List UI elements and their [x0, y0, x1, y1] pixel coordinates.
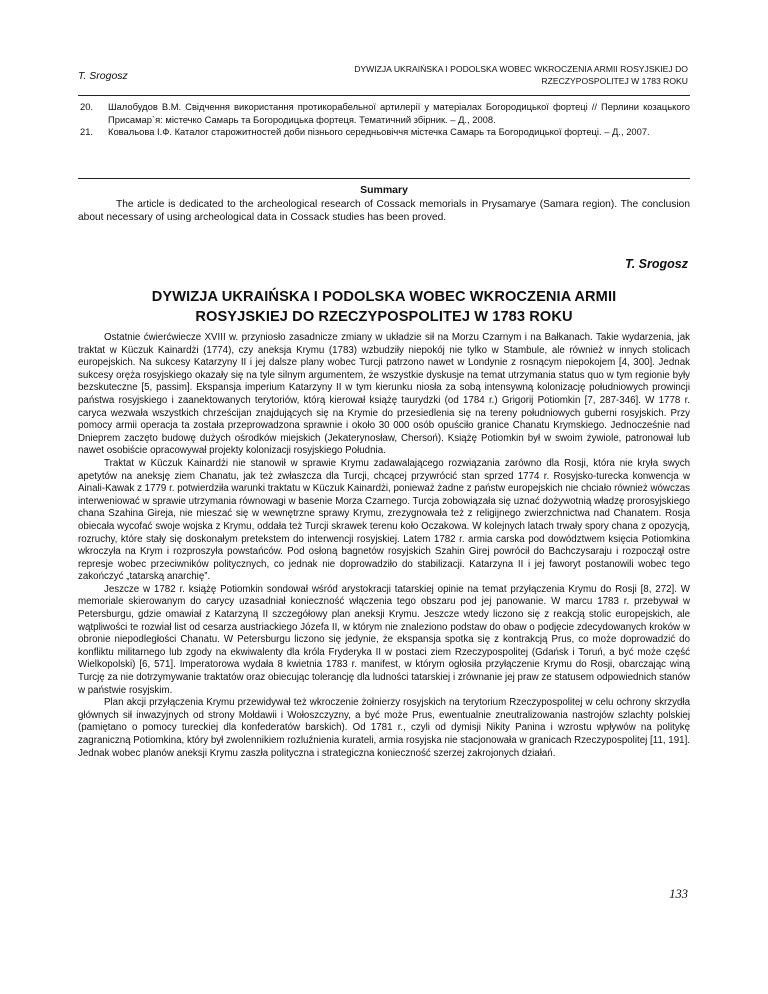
reference-text: Ковальова І.Ф. Каталог старожитностей доби пізнього середньовіччя містечка Самарь та Богородицької фортеці. – Д., 2007.: [108, 126, 650, 137]
summary-rule: [78, 178, 690, 179]
article-title: [78, 287, 690, 327]
article-author: T. Srogosz: [625, 257, 688, 271]
article-title-line2: ROSYJSKIEJ DO RZECZYPOSPOLITEJ W 1783 ROKU: [195, 309, 573, 325]
summary-heading: Summary: [360, 184, 408, 196]
running-head-title-line1: DYWIZJA UKRAIŃSKA I PODOLSKA WOBEC WKROCZENIA ARMII ROSYJSKIEJ DO: [354, 64, 688, 74]
article-body: [78, 332, 690, 760]
running-head: [78, 60, 688, 94]
reference-text: Шалобудов В.М. Свідчення використання протикорабельної артилерії у матеріалах Богородицької фортеці // Перлини козацького Присамар`я: містечко Самарь та Богородицька фортеця. Тематичний збірник. – Д., 2008.: [108, 101, 690, 125]
summary-text: The article is dedicated to the archeological research of Cossack memorials in Prysamarye (Samara region). The conclusion about necessary of using archeological data in Cossack studies has been proved.: [78, 199, 690, 223]
reference-list: [78, 101, 690, 139]
article-title-line1: DYWIZJA UKRAIŃSKA I PODOLSKA WOBEC WKROCZENIA ARMII: [151, 289, 617, 305]
running-head-title-line2: RZECZYPOSPOLITEJ W 1783 ROKU: [541, 76, 688, 86]
reference-number: 20.: [80, 101, 94, 112]
reference-item: [78, 101, 690, 126]
running-head-author: T. Srogosz: [78, 70, 128, 82]
reference-item: [78, 126, 690, 139]
body-paragraph: Ostatnie ćwierćwiecze XVIII w. przyniosło zasadnicze zmiany w układzie sił na Morzu Czarnym i na Bałkanach. Takie wydarzenia, jak traktat w Küczuk Kainardżi (1774), czy aneksja Krymu (1783) wzbudziły niepokój nie tylko w Stambule, ale również w innych stolicach europejskich. Na sukcesy Katarzyny II i jej dalsze plany wobec Turcji patrzono nawet w Londynie z rosnącym niepokojem [4, 300]. Jednak sukcesy oręża rosyjskiego okazały się na tyle silnym argumentem, że wszystkie dyskusje na temat utrzymania status quo w tym regionie były bezskuteczne [5, passim]. Ekspansja imperium Katarzyny II w tym kierunku niosła za sobą intensywną kolonizację południowych prowincji państwa rosyjskiego i zaanektowanych terytoriów, którą kierował książę taurydzki (od 1784 r.) Grigorij Potiomkin [7, 287-346]. W 1778 r. caryca wezwała wszystkich chrześcijan znajdujących się na Krymie do przesiedlenia się na tereny południowych guberni rosyjskich. Przy pomocy armii operacja ta została przeprowadzona sprawnie i około 30 000 osób opuściło granice Chanatu Krymskiego. Jednocześnie nad Dnieprem zaczęto budowę dużych ośrodków miejskich (Jekaterynosław, Chersoń). Książę Potiomkin był w swoim żywiole, patronował lub nawet osobiście opracowywał projekty kolonizacji rosyjskiego Południa.: [78, 332, 690, 457]
header-rule: [78, 95, 690, 96]
running-head-title: [248, 63, 688, 87]
reference-number: 21.: [80, 126, 94, 137]
body-paragraph: Jeszcze w 1782 r. książę Potiomkin sondował wśród arystokracji tatarskiej opinie na temat przyłączenia Krymu do Rosji [8, 272]. W memoriale skierowanym do carycy uzasadniał konieczność włączenia tego obszaru pod jej panowanie. W marcu 1783 r. przebywał w Petersburgu, gdzie omawiał z Katarzyną II szczegółowy plan aneksji Krymu. Jeszcze wtedy liczono się z reakcją stolic europejskich, ale wątpliwości te rozwiał list od cesarza austriackiego Józefa II, w którym nie znaleziono podstaw do obaw o podjęcie zdecydowanych kroków w obronie niepodległości Chanatu. W Petersburgu liczono się jedynie, że ekspansja spotka się z kontrakcją Prus, co może doprowadzić do konfliktu militarnego lub zgody na ekwiwalenty dla króla Fryderyka II w postaci ziem Rzeczypospolitej (Gdańsk i Toruń, a być może część Wielkopolski) [6, 571]. Imperatorowa wydała 8 kwietnia 1783 r. manifest, w którym ogłosiła przyłączenie Krymu do Rosji, obarczając winą Turcję za nie dotrzymywanie traktatów oraz obiecując tolerancję dla ludności tatarskiej i zrównanie jej praw ze statusem odpowiednich stanów w państwie rosyjskim.: [78, 583, 690, 696]
body-paragraph: Traktat w Küczuk Kainardżi nie stanowił w sprawie Krymu zadawalającego rozwiązania zarówno dla Rosji, która nie kryła swych apetytów na aneksję ziem Chanatu, jak też zwłaszcza dla Turcji, chcącej przywrócić stan sprzed 1774 r. Rosyjsko-turecka konwencja w Ainali-Kawak z 1779 r. potwierdziła warunki traktatu w Küczuk Kainardżi, ponieważ żadne z państw europejskich nie chciało również wówczas interweniować w sprawie utrzymania równowagi w basenie Morza Czarnego. Turcja zobowiązała się uznać dożywotnią władzę prorosyjskiego chana Szahina Gireja, nie mieszać się w wewnętrzne sprawy Krymu, zrezygnowała też z religijnego zwierzchnictwa nad Chanatem. Rosja obiecała wycofać swoje wojska z Krymu, oddała też Turcji skrawek terenu koło Oczakowa. W kolejnych latach trwały spory chana z opozycją, rozruchy, które stały się doskonałym pretekstem do interwencji rosyjskiej. Latem 1782 r. armia carska pod dowództwem księcia Potiomkina wkroczyła na Krym i rozproszyła powstańców. Pod osłoną bagnetów rosyjskich Szahin Girej powrócił do Bachczysaraju i rozpoczął ostre represje wobec przeciwników politycznych, co jednak nie doprowadziło do stabilizacji. Katarzyna II i jej faworyt postanowili wobec tego zakończyć „tatarską anarchię”.: [78, 457, 690, 583]
page-number: 133: [669, 887, 688, 901]
body-paragraph: Plan akcji przyłączenia Krymu przewidywał też wkroczenie żołnierzy rosyjskich na terytorium Rzeczypospolitej w celu ochrony skrzydła głównych sił inwazyjnych od strony Mołdawii i Wołoszczyzny, a być może Prus, ewentualnie zneutralizowania nastrojów szlachty polskiej (pamiętano o pomocy tureckiej dla konfederatów barskich). Od 1781 r., czyli od dymisji Nikity Panina i wzrostu wpływów na politykę zagraniczną Potiomkina, który był zwolennikiem rozluźnienia kurateli, armia rosyjska nie stacjonowała w granicach Rzeczypospolitej [11, 191]. Jednak wobec planów aneksji Krymu zaszła polityczna i strategiczna konieczność szerzej zakrojonych działań.: [78, 697, 690, 759]
